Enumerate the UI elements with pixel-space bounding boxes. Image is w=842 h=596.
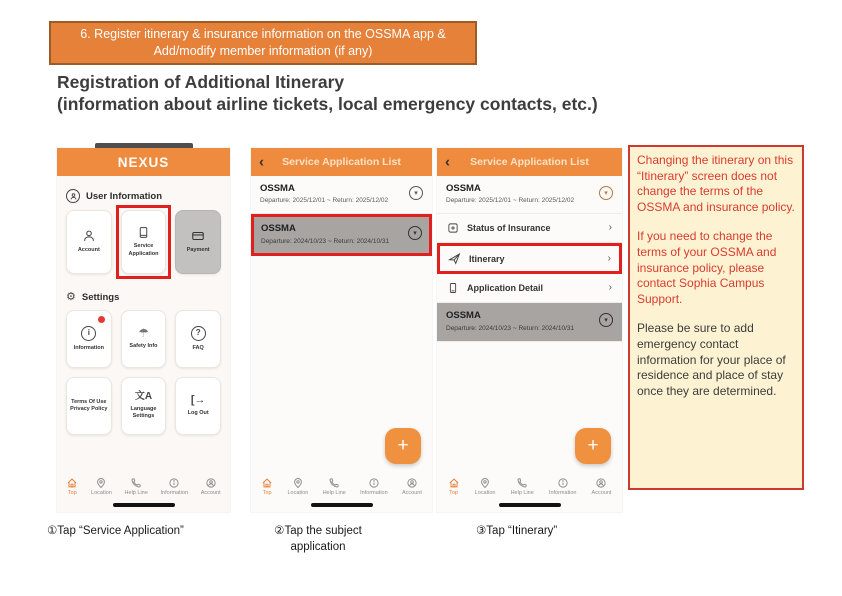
information-label: Information <box>73 344 104 351</box>
home-indicator <box>499 503 561 507</box>
step-banner-line2: Add/modify member information (if any) <box>153 44 373 58</box>
nav-account-label: Account <box>200 489 221 496</box>
nav-information[interactable] <box>549 477 577 497</box>
note-box <box>628 145 804 490</box>
nav-location[interactable] <box>91 477 112 497</box>
phone-icon <box>516 477 528 489</box>
application-row-gray[interactable] <box>437 303 622 341</box>
itinerary-item[interactable] <box>437 243 622 274</box>
nav-top[interactable] <box>66 477 78 497</box>
nav-information-label: Information <box>160 489 189 496</box>
status-of-insurance-item[interactable] <box>437 214 622 243</box>
expand-arrow-icon[interactable]: ▾ <box>599 313 613 327</box>
add-application-button[interactable]: + <box>575 428 611 464</box>
back-icon[interactable]: ‹ <box>445 153 450 171</box>
log-out-button[interactable] <box>175 377 221 435</box>
application-row-selected[interactable] <box>251 214 432 255</box>
home-icon <box>66 477 78 489</box>
application-name: OSSMA <box>260 183 295 194</box>
umbrella-icon: ☂ <box>138 326 149 341</box>
language-settings-label: Language Settings <box>130 405 157 419</box>
nav-account-label: Account <box>591 489 612 496</box>
question-icon: ? <box>191 326 206 341</box>
chevron-right-icon: › <box>608 222 612 234</box>
settings-section <box>66 292 221 303</box>
status-of-insurance-label: Status of Insurance <box>467 223 551 234</box>
bottom-nav <box>251 477 432 497</box>
account-button[interactable] <box>66 210 112 274</box>
nav-top[interactable] <box>448 477 460 497</box>
document-icon <box>447 282 459 294</box>
person-circle-icon <box>205 477 217 489</box>
application-row-expanded[interactable] <box>437 176 622 214</box>
nav-account[interactable] <box>402 477 422 497</box>
list-header <box>437 148 622 176</box>
expand-arrow-icon[interactable]: ▾ <box>408 226 422 240</box>
airplane-icon <box>448 252 461 265</box>
info-circle-icon <box>368 477 380 489</box>
user-circle-icon <box>66 189 80 203</box>
application-dates: Departure: 2025/12/01 ~ Return: 2025/12/02 <box>446 197 575 205</box>
language-settings-button[interactable] <box>121 377 167 435</box>
info-circle-icon <box>168 477 180 489</box>
home-icon <box>261 477 273 489</box>
info-icon: i <box>81 326 96 341</box>
application-dates: Departure: 2025/12/01 ~ Return: 2025/12/02 <box>260 197 389 205</box>
note-paragraph-1: Changing the itinerary on this “Itinerary” screen does not change the terms of the OSSMA and insurance policy. <box>637 153 795 214</box>
nav-top-label: Top <box>67 489 77 496</box>
application-detail-item[interactable] <box>437 274 622 303</box>
page-title-line2: (information about airline tickets, local emergency contacts, etc.) <box>57 93 598 114</box>
person-circle-icon <box>595 477 607 489</box>
nav-top-label: Top <box>262 489 272 496</box>
application-name: OSSMA <box>261 223 296 235</box>
faq-label: FAQ <box>192 344 204 351</box>
phone-icon <box>130 477 142 489</box>
app-title: NEXUS <box>117 154 170 170</box>
home-icon <box>448 477 460 489</box>
log-out-label: Log Out <box>187 409 209 416</box>
nav-top-label: Top <box>449 489 458 496</box>
nav-account[interactable] <box>592 477 612 497</box>
nav-location-label: Location <box>91 489 112 496</box>
application-row[interactable] <box>251 176 432 214</box>
caption-step-3: ③Tap “Itinerary” <box>476 525 558 537</box>
back-icon[interactable]: ‹ <box>259 153 264 171</box>
information-button[interactable] <box>66 310 112 368</box>
person-circle-icon <box>406 477 418 489</box>
info-circle-icon <box>557 477 569 489</box>
step-banner-line1: 6. Register itinerary & insurance information on the OSSMA app & <box>80 27 446 42</box>
language-icon: 文A <box>134 390 153 402</box>
phone-screenshot-home <box>57 148 230 512</box>
account-label: Account <box>77 247 100 254</box>
application-dates: Departure: 2024/10/23 ~ Return: 2024/10/31 <box>261 237 390 245</box>
list-header-title: Service Application List <box>470 156 589 168</box>
expand-arrow-icon[interactable]: ▾ <box>409 186 423 200</box>
logout-icon: [→ <box>190 393 206 406</box>
note-paragraph-3: Please be sure to add emergency contact information for your place of residence and place of stay once they are determined. <box>637 321 786 398</box>
location-pin-icon <box>292 477 304 489</box>
safety-info-button[interactable] <box>121 310 167 368</box>
nav-information-label: Information <box>360 489 388 496</box>
bottom-nav <box>437 477 622 497</box>
payment-label: Payment <box>186 247 210 254</box>
phone-screenshot-application-expanded <box>437 148 622 512</box>
add-application-button[interactable]: + <box>385 428 421 464</box>
faq-button[interactable] <box>175 310 221 368</box>
app-header <box>57 148 230 176</box>
terms-privacy-button[interactable] <box>66 377 112 435</box>
safety-info-label: Safety Info <box>129 343 158 350</box>
nav-help-line[interactable] <box>125 477 148 497</box>
nav-information[interactable] <box>161 477 189 497</box>
page-title-line1: Registration of Additional Itinerary <box>57 72 345 92</box>
list-header-title: Service Application List <box>282 156 401 168</box>
settings-label: Settings <box>81 292 120 303</box>
nav-account[interactable] <box>201 477 221 497</box>
nav-location[interactable] <box>475 477 496 497</box>
application-name: OSSMA <box>446 183 481 194</box>
phone-icon <box>328 477 340 489</box>
bottom-nav <box>57 477 230 497</box>
credit-card-icon <box>191 229 205 243</box>
service-application-label: Service Application <box>128 243 159 257</box>
person-icon <box>82 229 96 243</box>
chevron-right-icon: › <box>608 282 612 294</box>
user-information-label: User Information <box>86 190 163 202</box>
nav-help-line[interactable] <box>323 477 346 497</box>
itinerary-label: Itinerary <box>469 253 505 264</box>
application-detail-label: Application Detail <box>467 283 544 294</box>
gear-icon: ⚙ <box>66 291 76 303</box>
collapse-arrow-icon[interactable]: ▾ <box>599 186 613 200</box>
terms-privacy-label: Terms Of Use Privacy Policy <box>70 398 108 412</box>
nav-account-label: Account <box>401 489 422 496</box>
phone-screenshot-application-list <box>251 148 432 512</box>
nav-location-label: Location <box>287 489 309 496</box>
step-banner <box>49 21 477 65</box>
nav-information[interactable] <box>360 477 388 497</box>
location-pin-icon <box>479 477 491 489</box>
page-title <box>57 72 598 116</box>
notification-dot <box>98 316 105 323</box>
location-pin-icon <box>95 477 107 489</box>
chevron-right-icon: › <box>607 252 611 264</box>
service-application-button[interactable] <box>121 210 167 274</box>
nav-help-line-label: Help Line <box>510 489 534 496</box>
nav-information-label: Information <box>548 489 577 496</box>
home-indicator <box>311 503 373 507</box>
application-name: OSSMA <box>446 310 481 322</box>
nav-help-line-label: Help Line <box>322 489 346 496</box>
list-header <box>251 148 432 176</box>
nav-help-line-label: Help Line <box>124 489 148 496</box>
home-indicator <box>113 503 175 507</box>
nav-location-label: Location <box>474 489 496 496</box>
application-dates: Departure: 2024/10/23 ~ Return: 2024/10/31 <box>446 324 575 332</box>
document-icon <box>137 226 150 239</box>
nav-location[interactable] <box>287 477 308 497</box>
nav-top[interactable] <box>261 477 273 497</box>
caption-step-2: ②Tap the subject application <box>274 525 362 553</box>
square-plus-icon <box>447 222 459 234</box>
payment-button[interactable] <box>175 210 221 274</box>
nav-help-line[interactable] <box>511 477 534 497</box>
caption-step-1: ①Tap “Service Application” <box>47 525 184 537</box>
note-paragraph-2: If you need to change the terms of your OSSMA and insurance policy, please contact Sophia Campus Support. <box>637 229 777 306</box>
user-information-section <box>66 189 221 203</box>
